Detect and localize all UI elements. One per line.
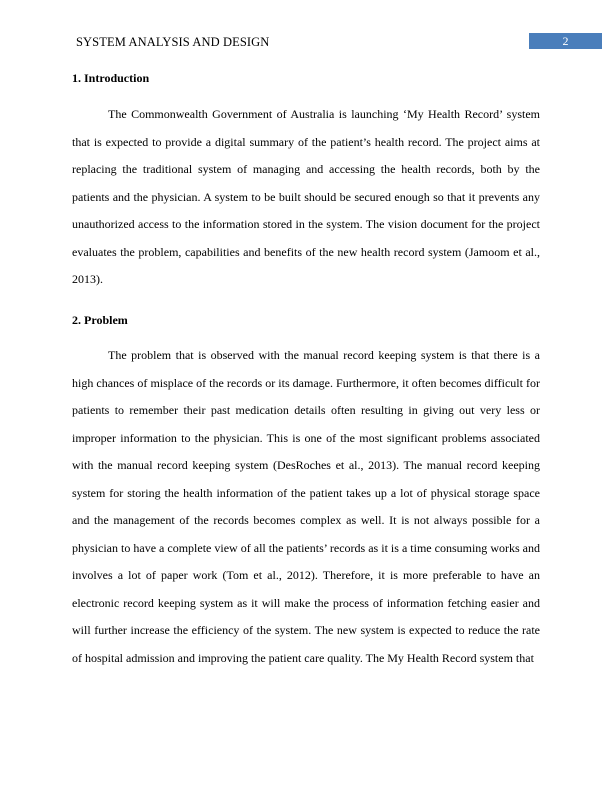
- section-heading-introduction: 1. Introduction: [72, 71, 150, 85]
- introduction-paragraph: The Commonwealth Government of Australia is launching ‘My Health Record’ system that is expected to provide a digital summary of the patient’s health record. The project aims at replacing the traditional system of managing and accessing the health records, both by the patients and the physician. A system to be built should be secured enough so that it prevents any unauthorized access to the information stored in the system. The vision document for the project evaluates the problem, capabilities and benefits of the new health record system (Jamoom et al., 2013).: [72, 107, 540, 286]
- running-header-title: SYSTEM ANALYSIS AND DESIGN: [76, 35, 270, 49]
- introduction-body: [72, 101, 540, 294]
- section-heading-problem: 2. Problem: [72, 313, 128, 327]
- page-number: 2: [562, 34, 569, 48]
- problem-paragraph: The problem that is observed with the manual record keeping system is that there is a high chances of misplace of the records or its damage. Furthermore, it often becomes difficult for patients to remember their past medication details often resulting in giving out very less or improper information to the physician. This is one of the most significant problems associated with the manual record keeping system (DesRoches et al., 2013). The manual record keeping system for storing the health information of the patient takes up a lot of physical storage space and the management of the records becomes complex as well. It is not always possible for a physician to have a complete view of all the patients’ records as it is a time consuming works and involves a lot of paper work (Tom et al., 2012). Therefore, it is more preferable to have an electronic record keeping system as it will make the process of information fetching easier and will further increase the efficiency of the system. The new system is expected to reduce the rate of hospital admission and improving the patient care quality. The My Health Record system that: [72, 348, 540, 665]
- page-number-badge: [529, 33, 602, 49]
- problem-body: [72, 342, 540, 672]
